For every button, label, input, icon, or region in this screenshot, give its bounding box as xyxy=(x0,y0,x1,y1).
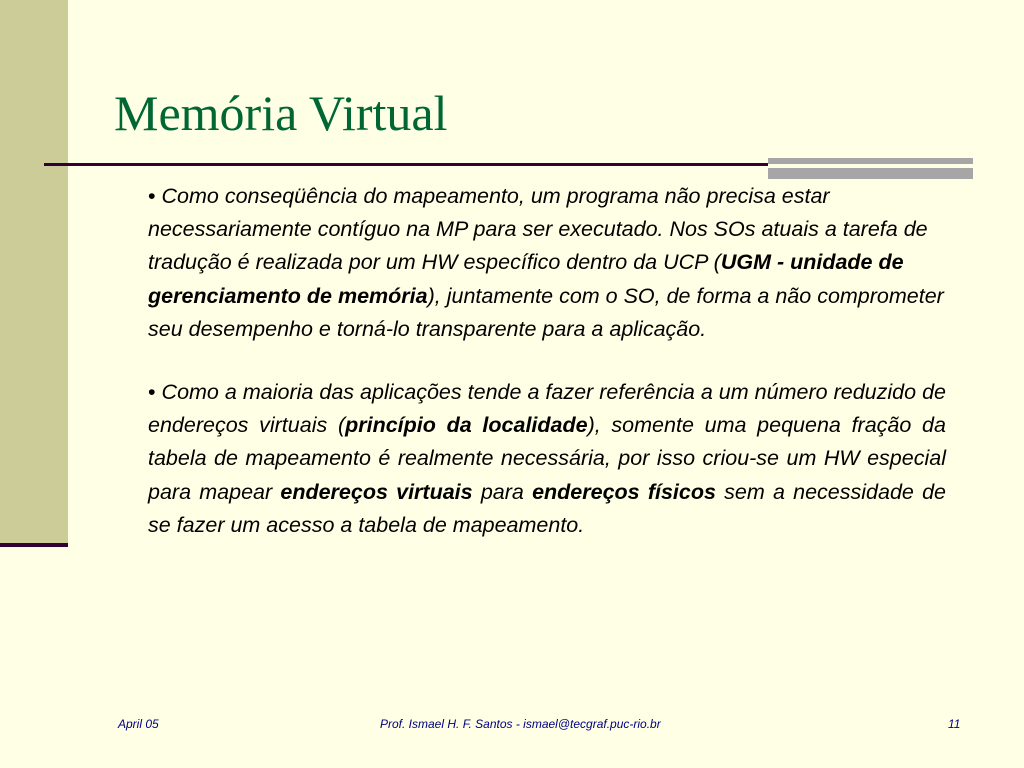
paragraph-text: ), somente uma pequena fração da tabela de mapeamento é realmente necessária, por isso criou-se um HW especial para mapear xyxy=(148,413,946,504)
left-decorative-band xyxy=(0,0,68,545)
footer-date: April 05 xyxy=(118,717,159,731)
left-band-rule xyxy=(0,543,68,547)
paragraph-text: sem a necessidade de se fazer um acesso a tabela de mapeamento. xyxy=(148,479,946,537)
footer-page-number: 11 xyxy=(948,717,961,731)
title-rule xyxy=(44,163,768,166)
paragraph-text: Como a maioria das aplicações tende a fazer referência a um número reduzido de endereços virtuais ( xyxy=(148,380,946,438)
bullet-paragraph-2 xyxy=(148,376,946,542)
paragraph-text: Como conseqüência do mapeamento, um programa não precisa estar necessariamente contíguo na MP para ser executado. Nos SOs atuais a tarefa de tradução é realizada por um HW específico dentro da UCP ( xyxy=(148,184,928,275)
slide-content xyxy=(148,180,946,542)
footer-author: Prof. Ismael H. F. Santos - ismael@tecgraf.puc-rio.br xyxy=(380,717,661,731)
term-enderecos-fisicos: endereços físicos xyxy=(532,479,716,504)
slide-title: Memória Virtual xyxy=(114,85,448,141)
term-principio-localidade: princípio da localidade xyxy=(345,413,588,438)
bullet-paragraph-1 xyxy=(148,180,946,346)
term-ugm: UGM - unidade de gerenciamento de memória xyxy=(148,250,904,308)
accent-bar-top xyxy=(768,158,973,164)
bullet-icon: • xyxy=(148,184,156,208)
term-enderecos-virtuais: endereços virtuais xyxy=(280,479,473,504)
bullet-icon: • xyxy=(148,380,156,405)
paragraph-text: para xyxy=(472,479,533,504)
paragraph-text: ), juntamente com o SO, de forma a não comprometer seu desempenho e torná-lo transparente para a aplicação. xyxy=(148,283,944,341)
accent-bar-bottom xyxy=(768,168,973,179)
